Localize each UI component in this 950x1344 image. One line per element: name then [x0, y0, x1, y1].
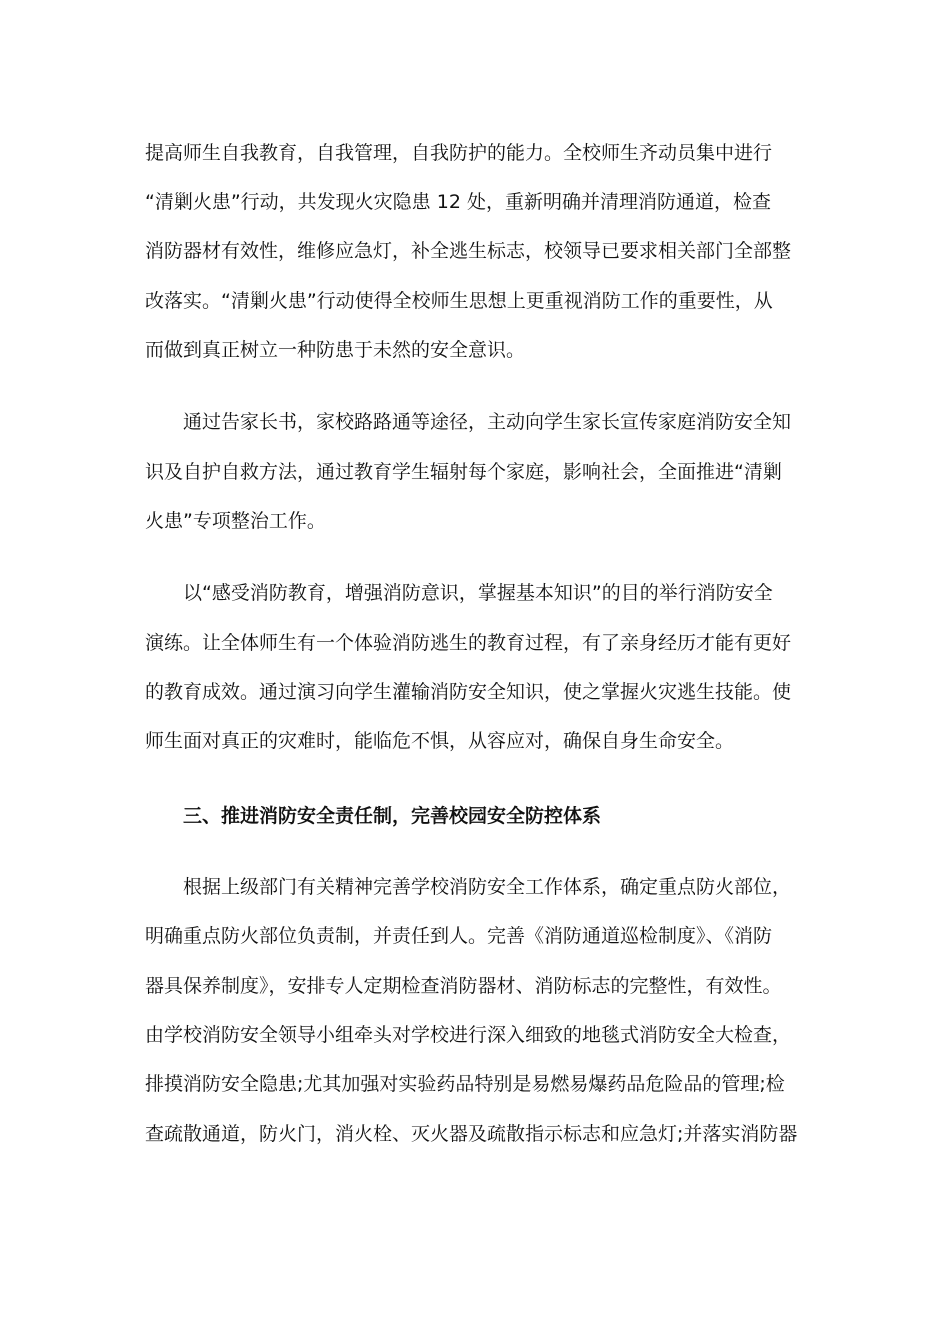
- paragraph-4-line-1: 根据上级部门有关精神完善学校消防安全工作体系，确定重点防火部位，: [183, 876, 792, 898]
- section-heading: 三、推进消防安全责任制，完善校园安全防控体系: [183, 805, 602, 827]
- paragraph-2-line-3: 火患”专项整治工作。: [145, 510, 326, 532]
- paragraph-2-line-2: 识及自护自救方法，通过教育学生辐射每个家庭，影响社会，全面推进“清剿: [145, 461, 782, 483]
- paragraph-4-line-5: 排摸消防安全隐患;尤其加强对实验药品特别是易燃易爆药品危险品的管理;检: [145, 1073, 785, 1095]
- paragraph-3-line-2: 演练。让全体师生有一个体验消防逃生的教育过程，有了亲身经历才能有更好: [145, 632, 792, 654]
- paragraph-4-line-2: 明确重点防火部位负责制，并责任到人。完善《消防通道巡检制度》、《消防: [145, 925, 773, 947]
- paragraph-2-line-1: 通过告家长书，家校路路通等途径，主动向学生家长宣传家庭消防安全知: [183, 411, 792, 433]
- paragraph-1-line-3: 消防器材有效性，维修应急灯，补全逃生标志，校领导已要求相关部门全部整: [145, 240, 792, 262]
- paragraph-1-line-4: 改落实。“清剿火患”行动使得全校师生思想上更重视消防工作的重要性，从: [145, 290, 773, 312]
- paragraph-1-line-5: 而做到真正树立一种防患于未然的安全意识。: [145, 339, 526, 361]
- paragraph-1-line-1: 提高师生自我教育，自我管理，自我防护的能力。全校师生齐动员集中进行: [145, 142, 773, 164]
- paragraph-3-line-1: 以“感受消防教育，增强消防意识，掌握基本知识”的目的举行消防安全: [183, 582, 773, 604]
- paragraph-3-line-4: 师生面对真正的灾难时，能临危不惧，从容应对，确保自身生命安全。: [145, 730, 735, 752]
- paragraph-3-line-3: 的教育成效。通过演习向学生灌输消防安全知识，使之掌握火灾逃生技能。使: [145, 681, 792, 703]
- paragraph-4-line-6: 查疏散通道，防火门，消火栓、灭火器及疏散指示标志和应急灯;并落实消防器: [145, 1123, 798, 1145]
- paragraph-1-line-2: “清剿火患”行动，共发现火灾隐患 12 处，重新明确并清理消防通道，检查: [145, 191, 771, 213]
- paragraph-4-line-4: 由学校消防安全领导小组牵头对学校进行深入细致的地毯式消防安全大检查，: [145, 1024, 792, 1046]
- paragraph-4-line-3: 器具保养制度》，安排专人定期检查消防器材、消防标志的完整性，有效性。: [145, 975, 782, 997]
